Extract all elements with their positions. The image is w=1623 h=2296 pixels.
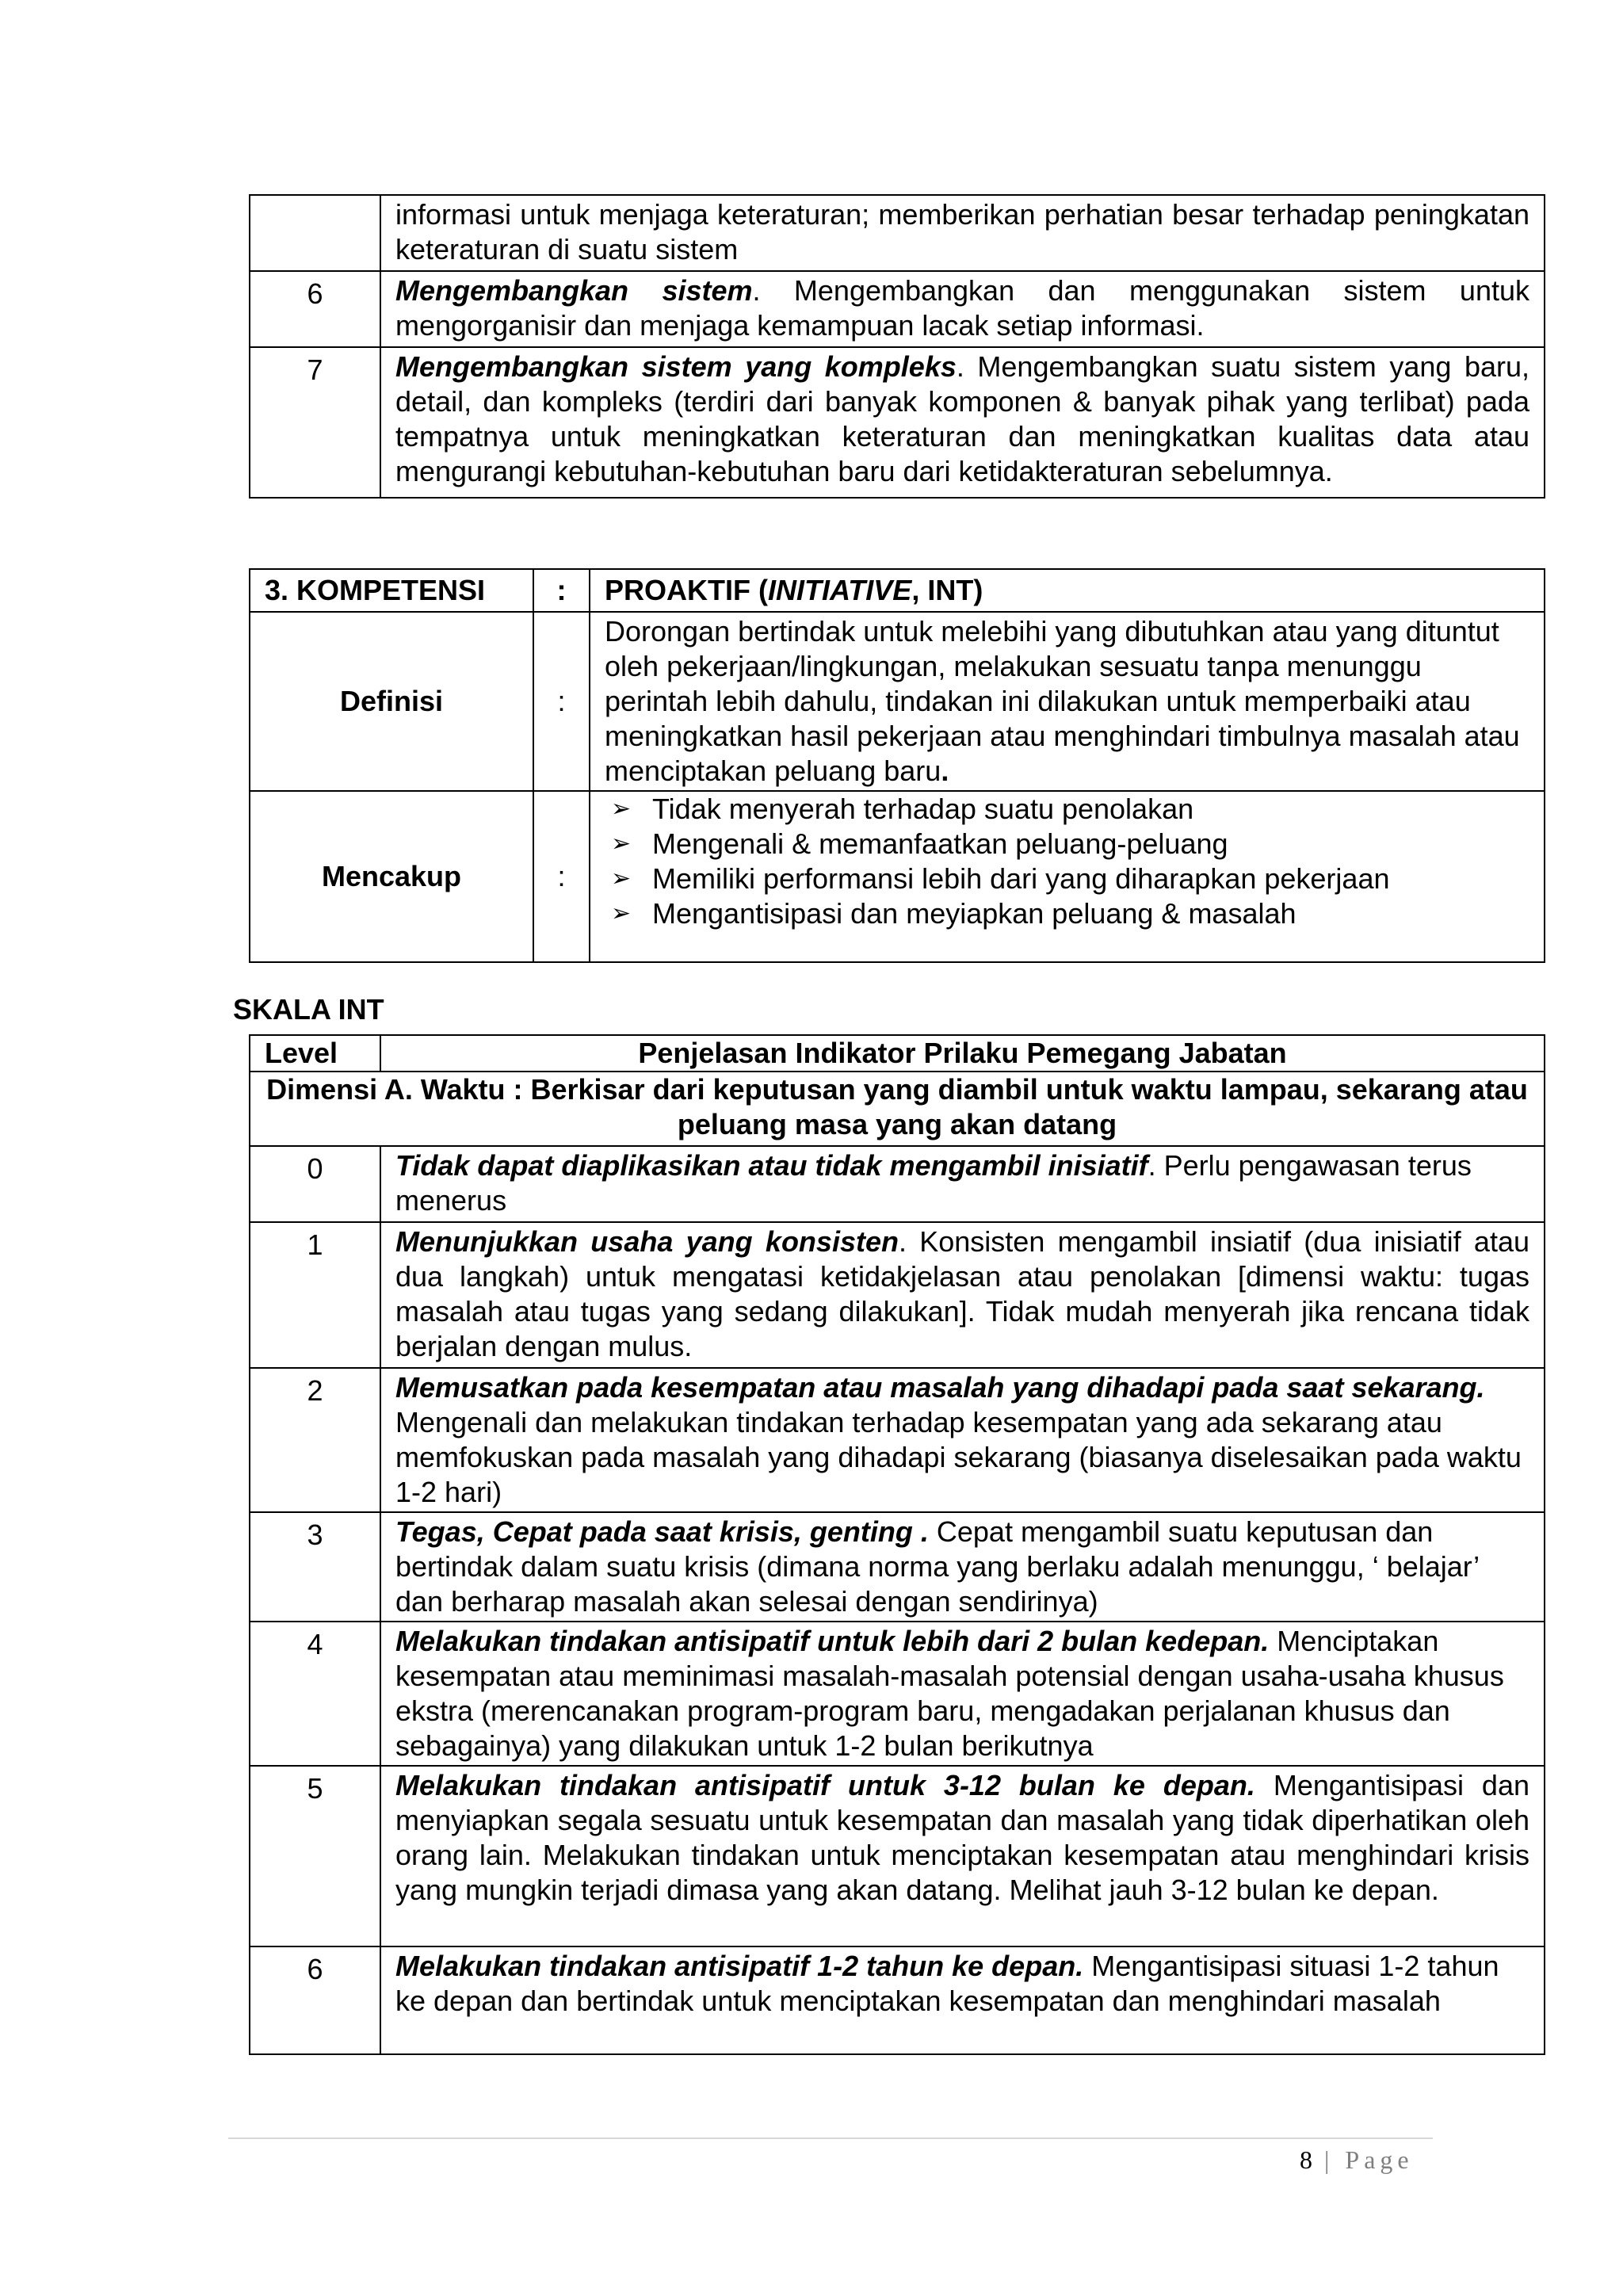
row-title: Mengembangkan sistem	[395, 274, 753, 307]
page-number: 8	[1300, 2145, 1313, 2174]
row-title: Melakukan tindakan antisipatif 1-2 tahun ke depan.	[395, 1950, 1084, 1982]
definisi-label: Definisi	[250, 612, 533, 791]
mencakup-row	[250, 791, 1545, 962]
row-description: Menciptakan kesempatan atau meminimasi masalah-masalah potensial dengan usaha-usaha khusus ekstra (merencanakan program-program baru, mengadakan perjalanan khusus dan sebagainya) yang dilakukan untuk 1-2 bulan berikutnya	[395, 1625, 1504, 1762]
description-cell	[380, 347, 1545, 498]
table-row	[250, 1222, 1545, 1368]
dimension-description: Dimensi A. Waktu : Berkisar dari keputusan yang diambil untuk waktu lampau, sekarang atau peluang masa yang akan datang	[250, 1072, 1545, 1146]
row-description: Cepat mengambil suatu keputusan dan bertindak dalam suatu krisis (dimana norma yang berlaku adalah menunggu, ‘ belajar’ dan berharap masalah akan selesai dengan sendirinya)	[395, 1515, 1479, 1618]
section-title: SKALA INT	[233, 993, 384, 1026]
description-cell	[380, 1946, 1545, 2054]
row-title: Tegas, Cepat pada saat krisis, genting .	[395, 1515, 929, 1548]
row-title: Memusatkan pada kesempatan atau masalah yang dihadapi pada saat sekarang.	[395, 1371, 1485, 1404]
level-cell: 4	[250, 1622, 380, 1766]
level-cell: 1	[250, 1222, 380, 1368]
row-description: informasi untuk menjaga keteraturan; memberikan perhatian besar terhadap peningkatan keteraturan di suatu sistem	[395, 198, 1529, 266]
level-cell	[250, 195, 380, 271]
level-cell: 5	[250, 1766, 380, 1946]
colon: :	[533, 791, 590, 962]
header-description: Penjelasan Indikator Prilaku Pemegang Jabatan	[380, 1035, 1545, 1072]
list-item: ➢ Tidak menyerah terhadap suatu penolakan	[605, 792, 1529, 827]
row-description: . Mengembangkan dan menggunakan sistem untuk mengorganisir dan menjaga kemampuan lacak setiap informasi.	[395, 274, 1529, 342]
level-cell: 0	[250, 1146, 380, 1222]
table-row	[250, 195, 1545, 271]
description-cell	[380, 195, 1545, 271]
table-row	[250, 1622, 1545, 1766]
table-row	[250, 1766, 1545, 1946]
row-description: . Konsisten mengambil insiatif (dua inisiatif atau dua langkah) untuk mengatasi ketidakjelasan atau penolakan [dimensi waktu: tugas masalah atau tugas yang sedang dilakukan]. Tidak mudah menyerah jika rencana tidak berjalan dengan mulus.	[395, 1225, 1529, 1362]
table-row	[250, 347, 1545, 498]
list-item: ➢ Memiliki performansi lebih dari yang diharapkan pekerjaan	[605, 861, 1529, 896]
row-description: Mengantisipasi situasi 1-2 tahun ke depan dan bertindak untuk menciptakan kesempatan dan menghindari masalah	[395, 1950, 1499, 2017]
skala-table	[249, 1034, 1545, 2055]
table-row	[250, 1946, 1545, 2054]
row-title: Menunjukkan usaha yang konsisten	[395, 1225, 899, 1258]
table-row	[250, 1146, 1545, 1222]
competency-table	[249, 568, 1545, 963]
row-title: Melakukan tindakan antisipatif untuk lebih dari 2 bulan kedepan.	[395, 1625, 1270, 1657]
top-scale-table	[249, 194, 1545, 499]
row-title: Tidak dapat diaplikasikan atau tidak mengambil inisiatif	[395, 1149, 1148, 1182]
description-cell	[380, 1512, 1545, 1622]
row-description: . Perlu pengawasan terus menerus	[395, 1149, 1472, 1217]
page-footer	[1300, 2145, 1414, 2175]
description-cell	[380, 1146, 1545, 1222]
definisi-text-cell: Dorongan bertindak untuk melebihi yang dibutuhkan atau yang dituntut oleh pekerjaan/lingkungan, melakukan sesuatu tanpa menunggu perintah lebih dahulu, tindakan ini dilakukan untuk memperbaiki atau meningkatkan hasil pekerjaan atau menghindari timbulnya masalah atau menciptakan peluang baru.	[590, 612, 1545, 791]
level-cell: 6	[250, 271, 380, 347]
table-row	[250, 1368, 1545, 1512]
description-cell	[380, 1368, 1545, 1512]
footer-divider	[228, 2137, 1433, 2139]
competency-header-row	[250, 569, 1545, 612]
row-title: Melakukan tindakan antisipatif untuk 3-12 bulan ke depan.	[395, 1769, 1255, 1801]
footer-separator: |	[1313, 2145, 1346, 2174]
row-description: . Mengembangkan suatu sistem yang baru, detail, dan kompleks (terdiri dari banyak komponen & banyak pihak yang terlibat) pada tempatnya untuk meningkatkan keteraturan dan meningkatkan kualitas data atau mengurangi kebutuhan-kebutuhan baru dari ketidakteraturan sebelumnya.	[395, 350, 1529, 487]
competency-label: 3. KOMPETENSI	[250, 569, 533, 612]
definisi-row	[250, 612, 1545, 791]
table-row	[250, 1512, 1545, 1622]
list-item: ➢ Mengenali & memanfaatkan peluang-peluang	[605, 827, 1529, 861]
row-description: Mengantisipasi dan menyiapkan segala sesuatu untuk kesempatan dan masalah yang tidak diperhatikan oleh orang lain. Melakukan tindakan untuk menciptakan kesempatan atau menghindari krisis yang mungkin terjadi dimasa yang akan datang. Melihat jauh 3-12 bulan ke depan.	[395, 1769, 1529, 1906]
mencakup-label: Mencakup	[250, 791, 533, 962]
row-title: Mengembangkan sistem yang kompleks	[395, 350, 957, 383]
level-cell: 3	[250, 1512, 380, 1622]
description-cell	[380, 1766, 1545, 1946]
definisi-text: Dorongan bertindak untuk melebihi yang dibutuhkan atau yang dituntut oleh pekerjaan/lingkungan, melakukan sesuatu tanpa menunggu perintah lebih dahulu, tindakan ini dilakukan untuk memperbaiki atau meningkatkan hasil pekerjaan atau menghindari timbulnya masalah atau menciptakan peluang baru	[605, 615, 1520, 787]
description-cell	[380, 271, 1545, 347]
description-cell	[380, 1622, 1545, 1766]
dimension-row	[250, 1072, 1545, 1146]
colon: :	[533, 612, 590, 791]
header-level: Level	[250, 1035, 380, 1072]
header-row	[250, 1035, 1545, 1072]
level-cell: 6	[250, 1946, 380, 2054]
table-row	[250, 271, 1545, 347]
level-cell: 7	[250, 347, 380, 498]
description-cell	[380, 1222, 1545, 1368]
level-cell: 2	[250, 1368, 380, 1512]
row-description: Mengenali dan melakukan tindakan terhadap kesempatan yang ada sekarang atau memfokuskan pada masalah yang dihadapi sekarang (biasanya diselesaikan pada waktu 1-2 hari)	[395, 1406, 1522, 1508]
mencakup-list-cell	[590, 791, 1545, 962]
competency-name: PROAKTIF (INITIATIVE, INT)	[590, 569, 1545, 612]
page-label: Page	[1345, 2145, 1414, 2174]
colon: :	[533, 569, 590, 612]
list-item: ➢ Mengantisipasi dan meyiapkan peluang & masalah	[605, 896, 1529, 931]
mencakup-list	[605, 792, 1529, 931]
